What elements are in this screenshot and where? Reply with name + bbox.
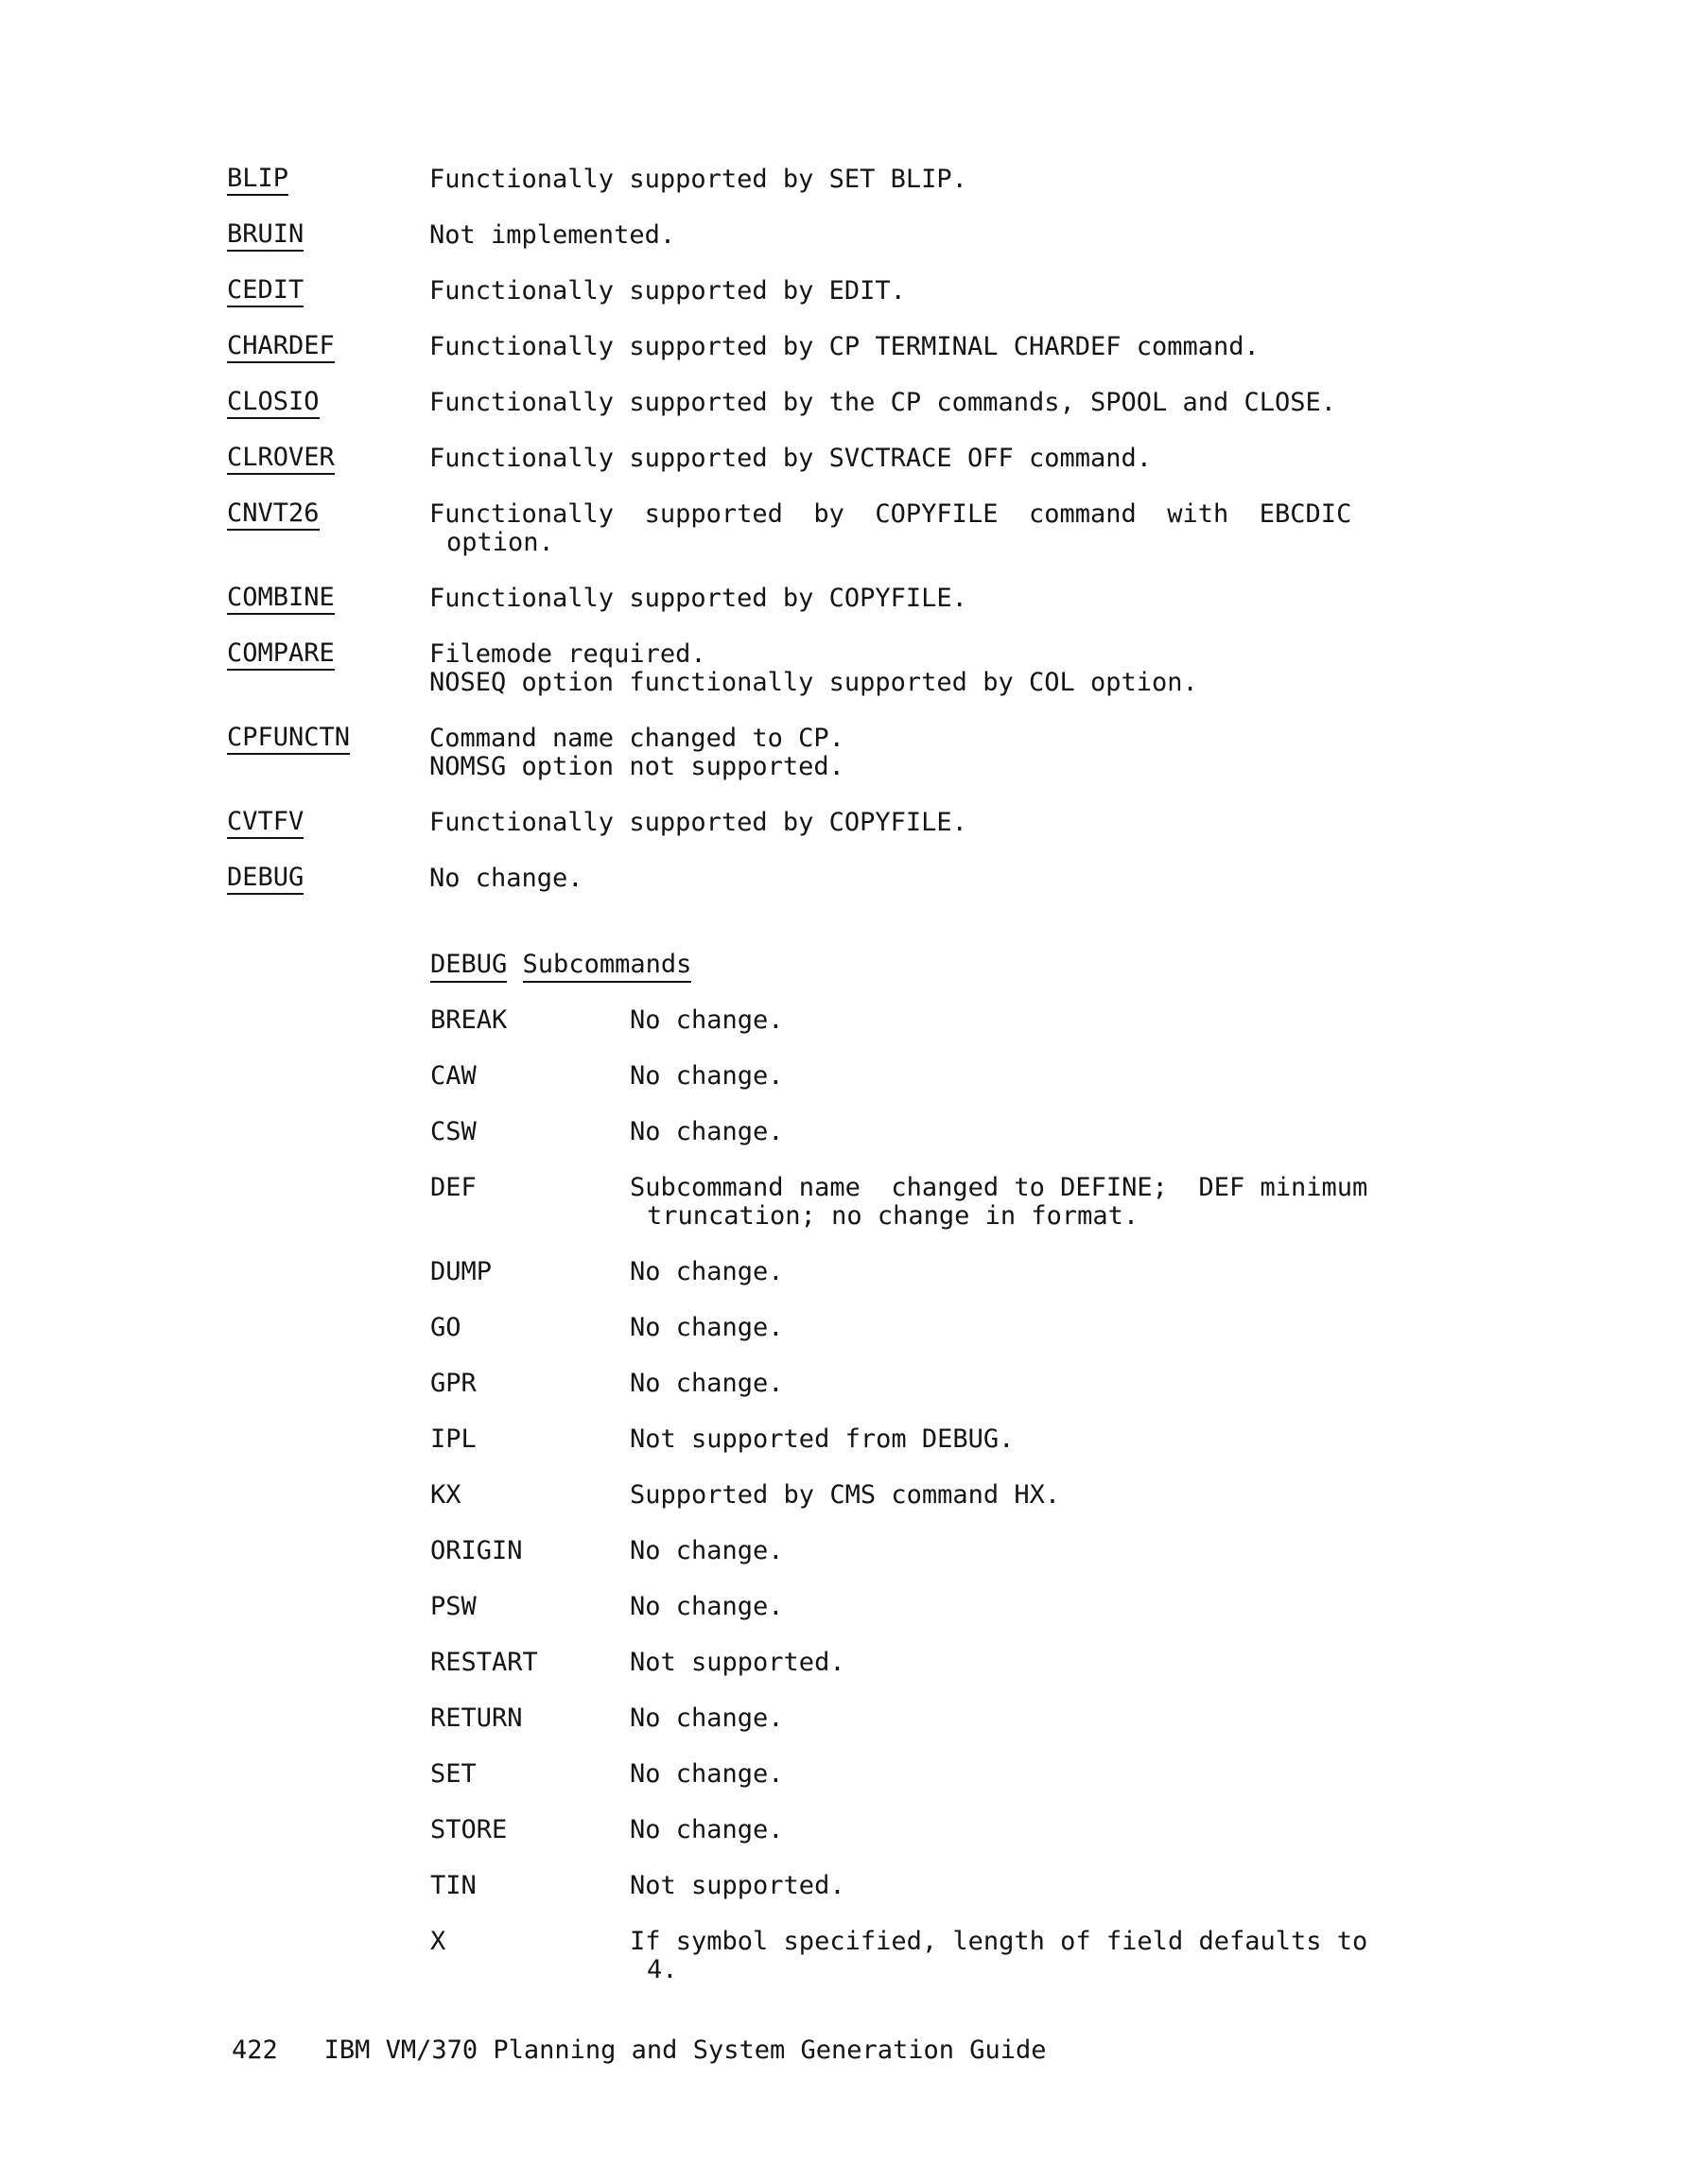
subcommand-description: No change. xyxy=(630,1815,784,1844)
command-name: CEDIT xyxy=(227,277,304,307)
command-description: Functionally supported by COPYFILE. xyxy=(429,584,967,613)
subcommand-name: GPR xyxy=(430,1369,477,1398)
subcommand-description: No change. xyxy=(630,1704,784,1733)
command-description: Functionally supported by SVCTRACE OFF command. xyxy=(429,444,1153,473)
command-name: CVTFV xyxy=(227,809,304,839)
command-name: CNVT26 xyxy=(227,500,320,531)
subcommand-name: DEF xyxy=(430,1173,477,1202)
subcommand-description: Not supported from DEBUG. xyxy=(630,1424,1015,1454)
debug-subcommands-heading: DEBUG Subcommands xyxy=(430,951,691,979)
command-description: Functionally supported by EDIT. xyxy=(429,276,906,306)
subcommand-name: BREAK xyxy=(430,1005,508,1035)
command-name: BLIP xyxy=(227,166,288,196)
subcommand-description: No change. xyxy=(630,1005,784,1035)
subcommand-description: No change. xyxy=(630,1313,784,1342)
command-name: CPFUNCTN xyxy=(227,725,350,755)
command-description: Command name changed to CP. NOMSG option not supported. xyxy=(429,724,844,781)
subcommand-description: Not supported. xyxy=(630,1648,845,1677)
subcommand-name: IPL xyxy=(430,1424,477,1454)
subcommand-name: SET xyxy=(430,1759,477,1789)
subcommand-description: Supported by CMS command HX. xyxy=(630,1480,1061,1510)
command-name: COMBINE xyxy=(227,585,335,615)
command-name: CLOSIO xyxy=(227,389,320,419)
page-number: 422 xyxy=(232,2035,278,2065)
command-name: CHARDEF xyxy=(227,333,335,363)
command-description: Filemode required. NOSEQ option functionally supported by COL option. xyxy=(429,639,1198,697)
command-description: Functionally supported by SET BLIP. xyxy=(429,165,967,194)
command-description: Functionally supported by COPYFILE command with EBCDIC option. xyxy=(429,499,1352,557)
subcommand-description: No change. xyxy=(630,1257,784,1286)
subcommand-name: ORIGIN xyxy=(430,1536,523,1565)
command-description: Functionally supported by CP TERMINAL CHARDEF command. xyxy=(429,332,1260,361)
subcommand-name: X xyxy=(430,1927,446,1956)
subcommand-description: If symbol specified, length of field defaults to 4. xyxy=(630,1927,1368,1984)
subcommand-description: No change. xyxy=(630,1117,784,1146)
command-description: Not implemented. xyxy=(429,220,676,250)
command-name: BRUIN xyxy=(227,221,304,252)
subcommand-name: DUMP xyxy=(430,1257,493,1286)
subcommand-name: STORE xyxy=(430,1815,508,1844)
command-name: DEBUG xyxy=(227,865,304,895)
subcommand-description: No change. xyxy=(630,1061,784,1091)
subcommand-description: Not supported. xyxy=(630,1871,845,1900)
subcommand-description: No change. xyxy=(630,1536,784,1565)
command-description: Functionally supported by COPYFILE. xyxy=(429,808,967,837)
subcommand-description: No change. xyxy=(630,1369,784,1398)
command-name: CLROVER xyxy=(227,445,335,475)
command-name: COMPARE xyxy=(227,640,335,671)
command-description: No change. xyxy=(429,864,583,893)
subcommand-name: CAW xyxy=(430,1061,477,1091)
subcommand-name: CSW xyxy=(430,1117,477,1146)
subcommand-description: No change. xyxy=(630,1592,784,1621)
subcommand-description: Subcommand name changed to DEFINE; DEF minimum truncation; no change in format. xyxy=(630,1173,1368,1231)
subcommand-name: TIN xyxy=(430,1871,477,1900)
subcommand-description: No change. xyxy=(630,1759,784,1789)
command-description: Functionally supported by the CP commands, SPOOL and CLOSE. xyxy=(429,388,1337,417)
document-title: IBM VM/370 Planning and System Generation Guide xyxy=(323,2035,1047,2065)
subcommand-name: RESTART xyxy=(430,1648,538,1677)
page-footer xyxy=(232,2036,1047,2065)
subcommand-name: KX xyxy=(430,1480,461,1510)
subcommand-name: RETURN xyxy=(430,1704,523,1733)
subcommand-name: PSW xyxy=(430,1592,477,1621)
subcommand-name: GO xyxy=(430,1313,461,1342)
